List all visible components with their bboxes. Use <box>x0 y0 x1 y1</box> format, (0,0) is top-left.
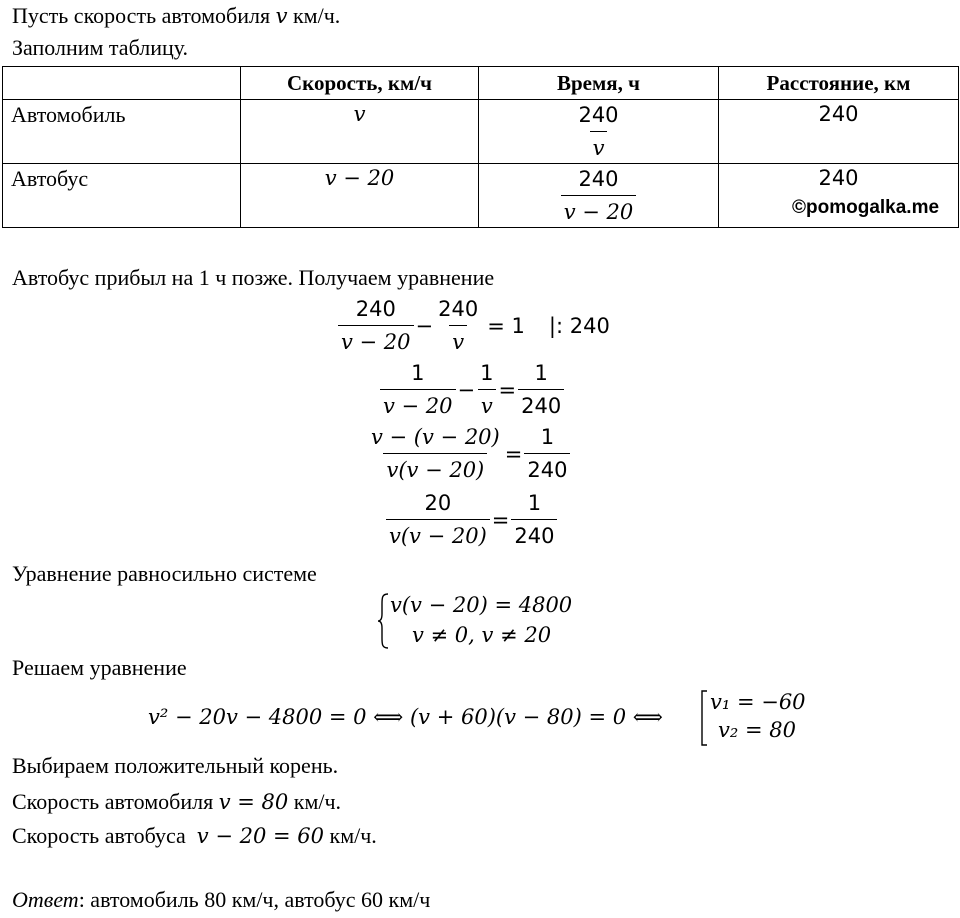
speed-cell <box>241 100 479 164</box>
car-speed-line <box>12 788 341 816</box>
fraction-denominator: v − 20 <box>338 325 414 355</box>
answer-line <box>12 886 430 914</box>
minus-sign: − <box>457 377 476 402</box>
system-line-2: v ≠ 0, v ≠ 20 <box>412 623 552 647</box>
time-fraction <box>575 102 621 161</box>
fraction-numerator: 20 <box>424 491 452 515</box>
distance-value: 240 <box>818 102 859 126</box>
solve-equation: v² − 20v − 4800 = 0 ⟺ (v + 60)(v − 80) = 0 ⟺ <box>148 705 663 729</box>
equation-rhs: = 1 <box>487 313 525 338</box>
table-header-cell: Скорость, км/ч <box>241 67 479 100</box>
fraction <box>338 296 414 355</box>
fraction-denominator: v <box>478 389 496 419</box>
fraction-numerator: 240 <box>438 297 479 321</box>
answer-label: Ответ <box>12 887 79 912</box>
equals-sign: = <box>491 507 510 532</box>
table-header-cell: Расстояние, км <box>719 67 959 100</box>
fraction-numerator: 1 <box>540 425 555 449</box>
fraction-denominator: 240 <box>511 519 557 549</box>
fraction-numerator: 1 <box>527 491 542 515</box>
fraction <box>368 424 503 483</box>
speed-value: v − 20 <box>324 166 395 190</box>
statement: Автобус прибыл на 1 ч позже. Получаем уравнение <box>12 265 495 290</box>
equals-sign: = <box>504 441 523 466</box>
distance-cell <box>719 100 959 164</box>
root-2: v₂ = 80 <box>718 718 796 742</box>
table-header-row <box>3 67 959 100</box>
fraction-denominator: v − 20 <box>380 389 456 419</box>
fraction-numerator: 1 <box>534 361 548 385</box>
fraction-numerator: 240 <box>355 297 396 321</box>
speed-cell <box>241 164 479 228</box>
row-label: Автобус <box>3 164 241 228</box>
choose-root: Выбираем положительный корень. <box>12 753 339 778</box>
table-header-cell <box>3 67 241 100</box>
equation-2 <box>380 360 564 419</box>
fraction <box>511 490 557 549</box>
equation-1 <box>338 296 612 355</box>
equation-4 <box>386 490 557 549</box>
fraction-numerator: 1 <box>480 361 494 385</box>
time-fraction <box>561 166 637 225</box>
fraction <box>386 490 490 549</box>
fraction <box>380 360 456 419</box>
fraction-denominator: v <box>449 325 467 355</box>
fraction <box>524 424 570 483</box>
fraction-numerator: 1 <box>411 361 425 385</box>
system-intro: Уравнение равносильно системе <box>12 561 317 586</box>
system-line-1: v(v − 20) = 4800 <box>390 593 573 617</box>
table-header-cell: Время, ч <box>479 67 719 100</box>
watermark: ©pomogalka.me <box>792 197 940 218</box>
fraction-numerator: 240 <box>578 167 619 191</box>
answer-text: : автомобиль 80 км/ч, автобус 60 км/ч <box>78 887 431 912</box>
car-speed-unit: км/ч. <box>288 789 342 814</box>
time-cell <box>479 164 719 228</box>
intro-variable: v <box>275 4 288 28</box>
fraction-denominator: v <box>590 131 608 161</box>
intro-line-1 <box>12 2 340 30</box>
fraction-numerator: v − (v − 20) <box>371 425 500 449</box>
division-note: |: 240 <box>548 313 610 338</box>
bus-speed-text: Скорость автобуса <box>12 823 197 848</box>
distance-value: 240 <box>818 166 859 190</box>
car-speed-text: Скорость автомобиля <box>12 789 219 814</box>
left-bracket-icon <box>700 690 708 746</box>
speed-value: v <box>353 102 366 126</box>
fraction-denominator: v − 20 <box>561 195 637 225</box>
time-cell <box>479 100 719 164</box>
intro-line-2: Заполним таблицу. <box>12 35 189 60</box>
equation-3 <box>368 424 570 483</box>
car-speed-math: v = 80 <box>218 790 289 814</box>
row-label: Автомобиль <box>3 100 241 164</box>
fraction <box>477 360 496 419</box>
fraction <box>518 360 564 419</box>
bus-speed-line <box>12 822 377 850</box>
minus-sign: − <box>415 313 434 338</box>
fraction-denominator: 240 <box>518 389 564 419</box>
table-row <box>3 100 959 164</box>
fraction-denominator: v(v − 20) <box>383 453 487 483</box>
fraction-denominator: 240 <box>524 453 570 483</box>
equals-sign: = <box>498 377 517 402</box>
root-1: v₁ = −60 <box>710 690 806 714</box>
solve-intro: Решаем уравнение <box>12 655 187 680</box>
intro-unit: км/ч. <box>287 3 341 28</box>
bus-speed-unit: км/ч. <box>324 823 377 848</box>
fraction <box>435 296 481 355</box>
fraction-numerator: 240 <box>578 103 619 127</box>
fraction-denominator: v(v − 20) <box>386 519 490 549</box>
intro-text: Пусть скорость автомобиля <box>12 3 276 28</box>
bus-speed-math: v − 20 = 60 <box>196 824 324 848</box>
